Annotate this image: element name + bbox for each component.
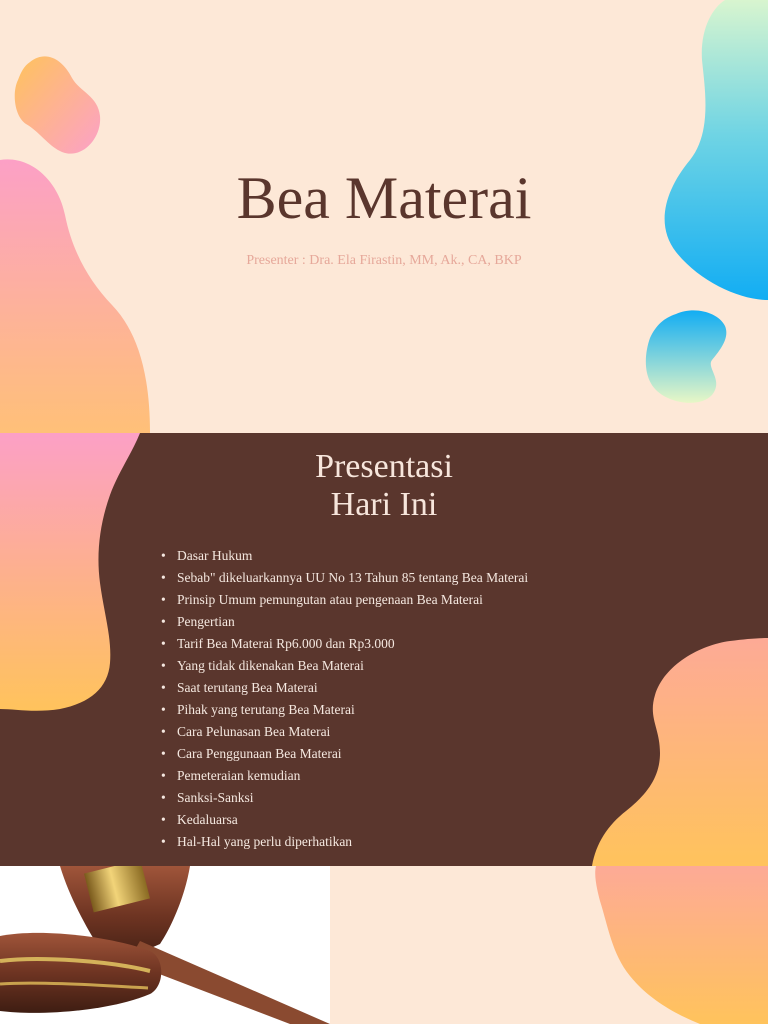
list-item: • Kedaluarsa — [160, 809, 528, 831]
agenda-title-line1: Presentasi — [315, 448, 453, 485]
agenda-list — [160, 545, 528, 853]
list-item: • Yang tidak dikenakan Bea Materai — [160, 655, 528, 677]
list-item: • Sanksi-Sanksi — [160, 787, 528, 809]
list-item: • Pihak yang terutang Bea Materai — [160, 699, 528, 721]
page-title: Bea Materai — [236, 165, 532, 231]
list-item: • Tarif Bea Materai Rp6.000 dan Rp3.000 — [160, 633, 528, 655]
title-slide — [0, 0, 768, 433]
agenda-slide — [0, 433, 768, 866]
list-item: • Pemeteraian kemudian — [160, 765, 528, 787]
list-item: • Dasar Hukum — [160, 545, 528, 567]
third-slide-partial — [0, 866, 768, 1024]
agenda-title — [0, 448, 768, 524]
list-item: • Prinsip Umum pemungutan atau pengenaan Bea Materai — [160, 589, 528, 611]
list-item: • Cara Penggunaan Bea Materai — [160, 743, 528, 765]
list-item: • Sebab" dikeluarkannya UU No 13 Tahun 85 tentang Bea Materai — [160, 567, 528, 589]
agenda-blob-right — [592, 638, 768, 866]
presenter-subtitle: Presenter : Dra. Ela Firastin, MM, Ak., CA, BKP — [246, 253, 522, 268]
small-blob-right — [646, 310, 727, 402]
third-slide-decorations — [0, 866, 768, 1024]
list-item: • Saat terutang Bea Materai — [160, 677, 528, 699]
agenda-title-line2: Hari Ini — [330, 486, 438, 523]
third-blob-right — [595, 866, 768, 1024]
list-item: • Cara Pelunasan Bea Materai — [160, 721, 528, 743]
list-item: • Hal-Hal yang perlu diperhatikan — [160, 831, 528, 853]
small-blob-top-left — [15, 56, 100, 153]
list-item: • Pengertian — [160, 611, 528, 633]
